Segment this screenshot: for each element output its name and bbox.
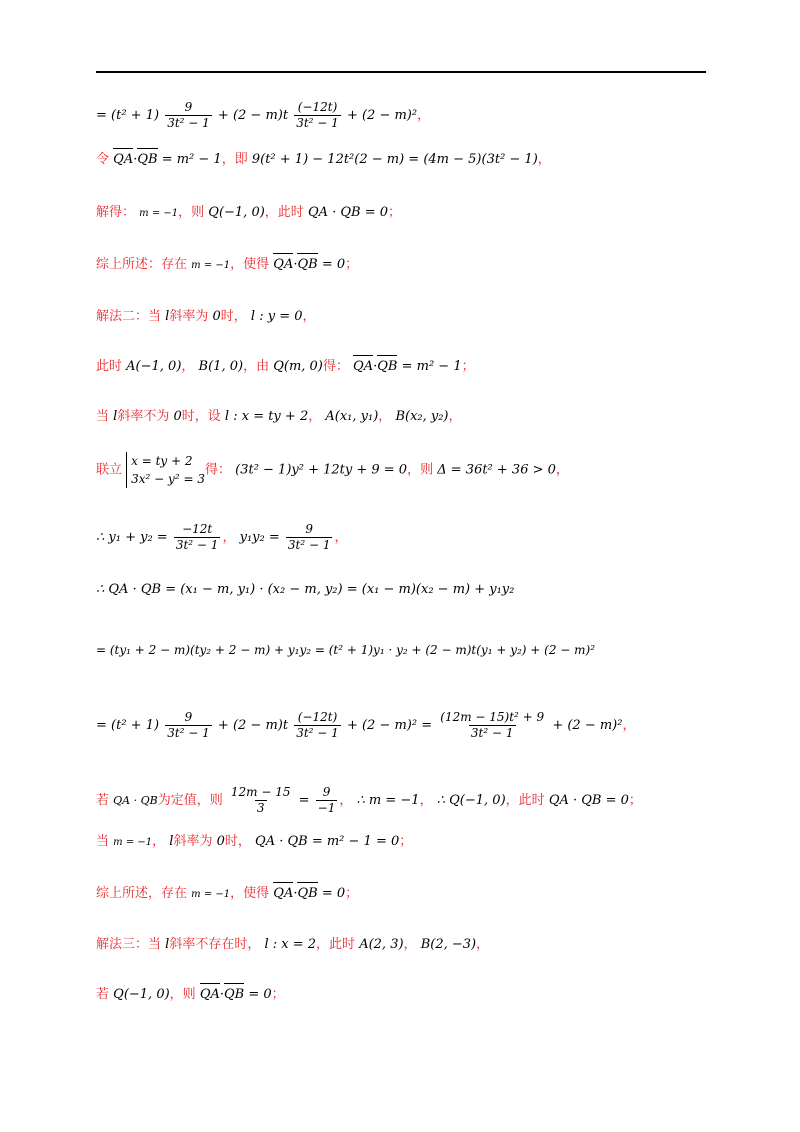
solution-line-6: 此时 A(−1, 0)， B(1, 0)，由 Q(m, 0)得： QA·QB = m² − 1；: [96, 357, 710, 377]
point-q: Q(m, 0): [273, 359, 323, 374]
solution-line-2: 令 QA·QB = m² − 1，即 9(t² + 1) − 12t²(2 − m) = (4m − 5)(3t² − 1)，: [96, 150, 710, 170]
final-line: 若 Q(−1, 0)，则 QA·QB = 0；: [96, 985, 710, 1005]
math-equation: ∴ QA · QB = (x₁ − m, y₁) · (x₂ − m, y₂) = (x₁ − m)(x₂ − m) + y₁y₂: [96, 582, 515, 597]
vector-qb: QB: [297, 255, 317, 275]
vector-qb: QB: [137, 150, 157, 170]
conclusion-line-1: 综上所述：存在 m = −1，使得 QA·QB = 0；: [96, 255, 710, 276]
vector-qa: QA: [113, 150, 133, 170]
point-b: B(x₂, y₂): [395, 409, 449, 424]
expansion-line-2: [96, 640, 710, 661]
line-equation: l : y = 0: [250, 309, 303, 324]
text-label: 令: [96, 152, 110, 167]
fraction: $\frac{9}{\text{3t² − 1}}$: [167, 710, 210, 740]
point-a: A(2, 3): [359, 937, 404, 952]
text-label: 综上所述：存在: [96, 257, 188, 272]
math-expression: = (t² + 1): [96, 108, 160, 123]
text-label: 解得：: [96, 205, 136, 220]
fraction: $\frac{(-12t)}{\text{3t² − 1}}$: [296, 710, 339, 740]
point-q: Q(−1, 0): [113, 987, 170, 1002]
discriminant: Δ = 36t² + 36 > 0: [437, 462, 556, 478]
fraction: $\frac{9}{\text{3t² − 1}}$: [167, 100, 210, 130]
vieta-line: ∴ y₁ + y₂ = $\frac{-12t}{\text{3t² − 1}}$ ， y₁y₂ = $\frac{9}{\text{3t² − 1}}$ ，: [96, 522, 348, 552]
expansion-line-3: = (t² + 1) $\frac{9}{\text{3t² − 1}}$ + (2 − m)t $\frac{(-12t)}{\text{3t² − 1}}$ + (2 − m)² = $\frac{\text{(12m − 15)t² + 9}}{\text{3t² − 1}}$ + (2 − m)²，: [96, 710, 636, 740]
math-expression: QA · QB = 0: [307, 205, 389, 220]
point-b: B(2, −3): [420, 937, 477, 952]
text-label: 综上所述，存在: [96, 886, 188, 901]
quadratic-equation: (3t² − 1)y² + 12ty + 9 = 0: [235, 462, 408, 478]
solution-line-3: 解得： m = −1，则 Q(−1, 0)，此时 QA · QB = 0；: [96, 205, 402, 220]
fraction: $\frac{9}{\text{3t² − 1}}$: [287, 522, 331, 552]
method-two-heading: 解法二：当 l斜率为 0时， l : y = 0，: [96, 309, 316, 324]
point-q: Q(−1, 0): [208, 205, 265, 220]
point-a: A(x₁, y₁): [325, 409, 379, 424]
constant-condition-line: 若 QA · QB为定值，则 $\frac{12m - 15}{3}$ = $\frac{9}{-1}$ ， ∴ m = −1， ∴ Q(−1, 0)，此时 QA · QB = 0；: [96, 785, 642, 815]
math-expression: + (2 − m)²: [346, 108, 418, 123]
math-expression: ∴ y₁ + y₂ =: [96, 530, 168, 545]
text-label: 当: [96, 834, 110, 849]
fraction: $\frac{(-12t)}{\text{3t² − 1}}$: [296, 100, 339, 130]
text-label: 解法二：当: [96, 309, 162, 324]
special-case-line: 当 m = −1， l斜率为 0时， QA · QB = m² − 1 = 0；: [96, 834, 413, 849]
math-expression: y₁y₂ =: [239, 530, 280, 545]
text-label: 若: [96, 987, 110, 1002]
dot-product-line: [96, 580, 710, 600]
point-b: B(1, 0): [198, 359, 244, 374]
text-label: 解法三：当: [96, 937, 162, 952]
line-equation: l : x = 2: [264, 937, 317, 952]
math-expression: m = −1: [139, 208, 179, 219]
conclusion-line-2: 综上所述，存在 m = −1，使得 QA·QB = 0；: [96, 884, 710, 905]
math-equation: 9(t² + 1) − 12t²(2 − m) = (4m − 5)(3t² − 1): [251, 152, 538, 167]
header-rule: [96, 71, 706, 73]
punctuation: ，: [417, 108, 431, 123]
line-equation: l : x = ty + 2: [224, 409, 309, 424]
system-of-equations-line: 联立 x = ty + 2 3x² − y² = 3 得： (3t² − 1)y² + 12ty + 9 = 0，则 Δ = 36t² + 36 > 0，: [96, 454, 569, 486]
expansion-line-1: [96, 100, 710, 131]
text-label: 若: [96, 793, 110, 808]
fraction: $\frac{\text{(12m − 15)t² + 9}}{\text{3t² − 1}}$: [440, 710, 545, 740]
fraction: $\frac{9}{-1}$: [317, 785, 336, 815]
text-label: 联立: [96, 462, 123, 478]
fraction: $\frac{-12t}{\text{3t² − 1}}$: [175, 522, 219, 552]
fraction: $\frac{12m - 15}{3}$: [230, 785, 291, 815]
math-equation: = (ty₁ + 2 − m)(ty₂ + 2 − m) + y₁y₂ = (t² + 1)y₁ · y₂ + (2 − m)t(y₁ + y₂) + (2 − m)²: [96, 643, 596, 657]
math-expression: + (2 − m)t: [217, 108, 289, 123]
text-label: 此时: [96, 359, 123, 374]
text-label: 当: [96, 409, 110, 424]
method-three-heading: 解法三：当 l斜率不存在时， l : x = 2，此时 A(2, 3)， B(2, −3)，: [96, 937, 490, 952]
point-a: A(−1, 0): [126, 359, 182, 374]
math-expression: = m² − 1: [161, 152, 222, 167]
equation-system: x = ty + 2 3x² − y² = 3: [126, 452, 205, 488]
vector-qa: QA: [273, 255, 293, 275]
solution-line-7: 当 l斜率不为 0时，设 l : x = ty + 2， A(x₁, y₁)， B(x₂, y₂)，: [96, 409, 462, 424]
